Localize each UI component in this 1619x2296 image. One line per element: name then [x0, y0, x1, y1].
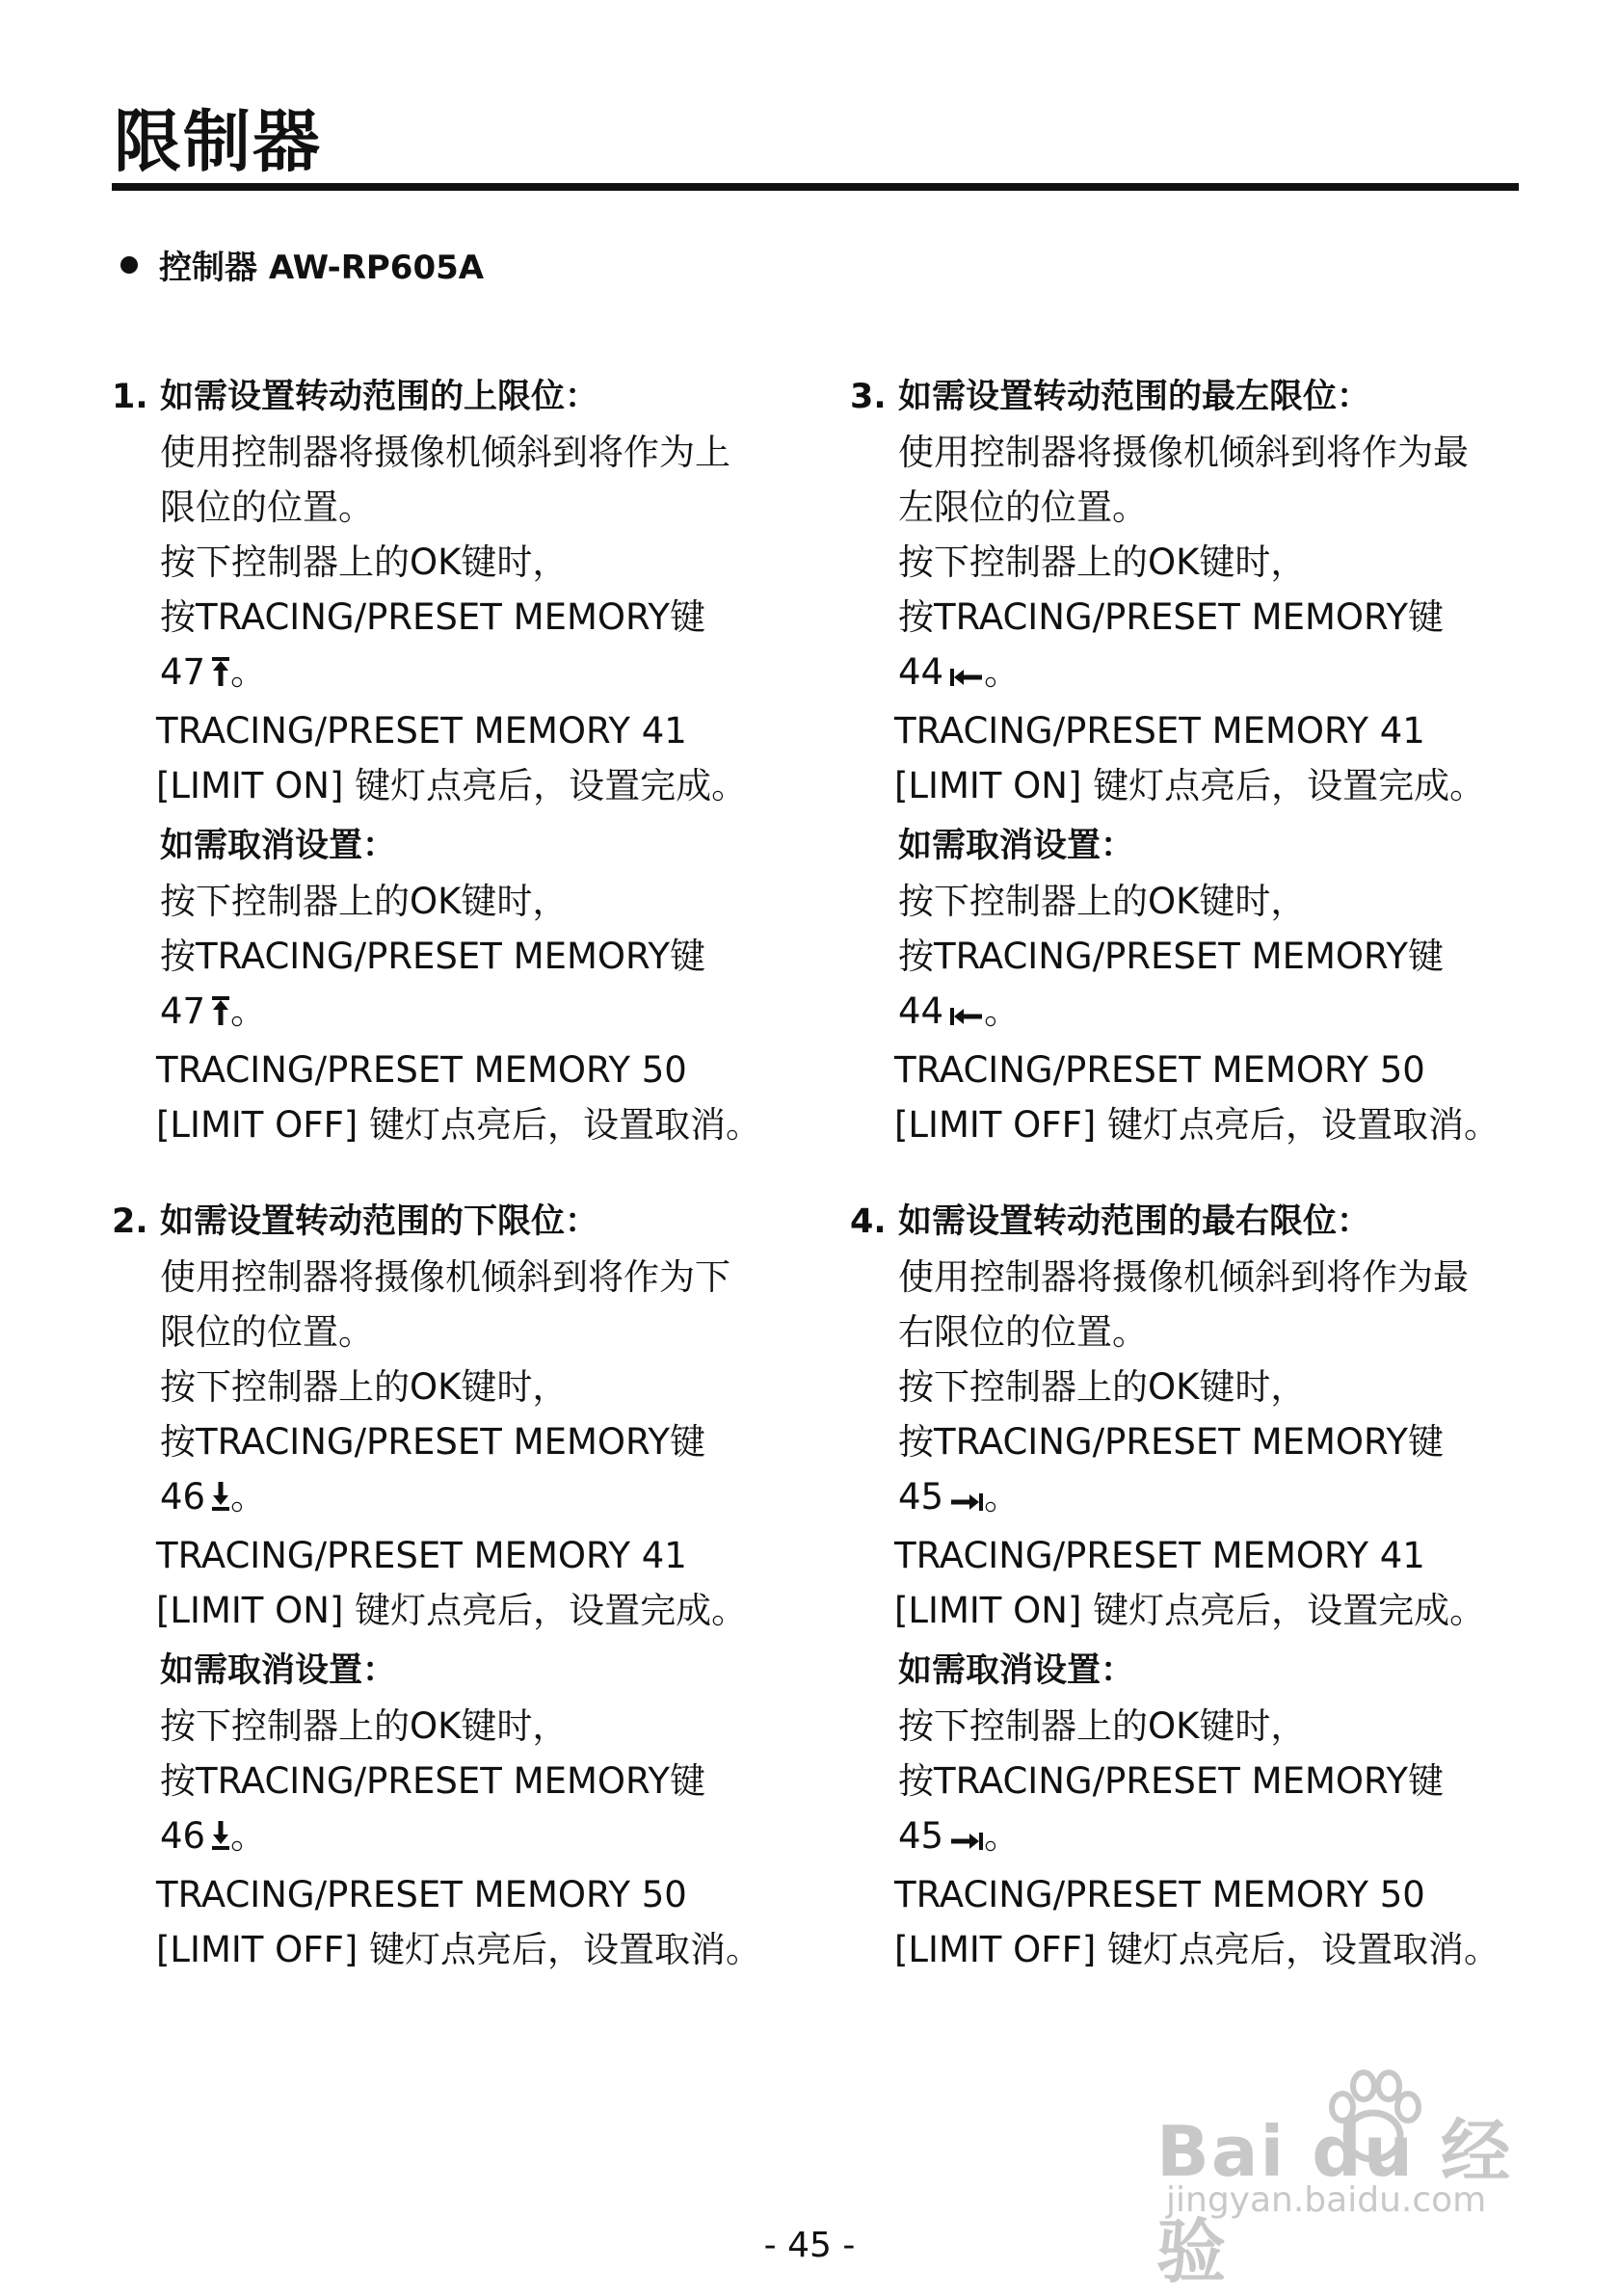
cancel-line: 按TRACING/PRESET MEMORY键: [160, 1760, 705, 1802]
section: [112, 370, 844, 1195]
section-number: 1.: [112, 378, 148, 416]
key-number: 45: [898, 1476, 944, 1517]
instruction-line: 按TRACING/PRESET MEMORY键: [898, 596, 1444, 638]
instruction-line: 按下控制器上的OK键时，: [160, 541, 569, 583]
period: 。: [984, 990, 1021, 1032]
cancel-line: 按下控制器上的OK键时，: [160, 881, 569, 922]
key-line: [112, 1469, 844, 1528]
memory-line: TRACING/PRESET MEMORY 50: [894, 1874, 1425, 1915]
period: 。: [230, 990, 267, 1032]
page-number: - 45 -: [763, 2226, 856, 2265]
instruction-line: 按下控制器上的OK键时，: [898, 541, 1307, 583]
cancel-line: 按TRACING/PRESET MEMORY键: [160, 936, 705, 977]
section-heading: [850, 370, 1582, 425]
section-title: 如需设置转动范围的最左限位：: [898, 378, 1371, 416]
up-limit-arrow-icon: [211, 648, 230, 703]
key-line: [112, 645, 844, 703]
key-line: [112, 1808, 844, 1867]
up-limit-arrow-icon: [211, 988, 230, 1042]
result-line: [LIMIT OFF] 键灯点亮后，设置取消。: [156, 1929, 762, 1970]
instruction-line: 使用控制器将摄像机倾斜到将作为最: [898, 432, 1469, 473]
section-heading: [112, 1195, 844, 1250]
title-rule: [112, 183, 1519, 191]
section-heading: [850, 1195, 1582, 1250]
left-column: [112, 370, 844, 2019]
key-line: [850, 984, 1582, 1042]
down-limit-arrow-icon: [211, 1812, 230, 1867]
cancel-line: 按下控制器上的OK键时，: [898, 881, 1307, 922]
period: 。: [984, 651, 1021, 693]
cancel-heading: 如需取消设置：: [160, 827, 397, 865]
section: [850, 1195, 1582, 2019]
memory-line: TRACING/PRESET MEMORY 50: [156, 1874, 687, 1915]
key-number: 47: [160, 990, 206, 1032]
key-number: 46: [160, 1476, 206, 1517]
cancel-heading: 如需取消设置：: [898, 1651, 1135, 1690]
key-line: [850, 1808, 1582, 1867]
memory-line: TRACING/PRESET MEMORY 50: [156, 1049, 687, 1091]
key-number: 44: [898, 651, 944, 693]
memory-line: TRACING/PRESET MEMORY 41: [894, 710, 1425, 752]
key-line: [850, 1469, 1582, 1528]
instruction-line: 限位的位置。: [160, 1311, 374, 1353]
right-limit-arrow-icon: [949, 1473, 984, 1528]
key-line: [112, 984, 844, 1042]
instruction-line: 按TRACING/PRESET MEMORY键: [160, 596, 705, 638]
left-limit-arrow-icon: [949, 988, 984, 1042]
key-number: 44: [898, 990, 944, 1032]
cancel-line: 按TRACING/PRESET MEMORY键: [898, 1760, 1444, 1802]
instruction-line: 按下控制器上的OK键时，: [160, 1366, 569, 1408]
period: 。: [230, 651, 267, 693]
section: [850, 370, 1582, 1195]
down-limit-arrow-icon: [211, 1473, 230, 1528]
memory-line: TRACING/PRESET MEMORY 41: [894, 1535, 1425, 1576]
key-line: [850, 645, 1582, 703]
section-title: 如需设置转动范围的最右限位：: [898, 1202, 1371, 1241]
key-number: 45: [898, 1815, 944, 1857]
result-line: [LIMIT ON] 键灯点亮后，设置完成。: [894, 1590, 1486, 1631]
watermark-brand: Bai du 经验: [1156, 2111, 1513, 2292]
result-line: [LIMIT OFF] 键灯点亮后，设置取消。: [894, 1929, 1500, 1970]
cancel-line: 按下控制器上的OK键时，: [898, 1705, 1307, 1747]
cancel-line: 按下控制器上的OK键时，: [160, 1705, 569, 1747]
period: 。: [984, 1476, 1021, 1517]
result-line: [LIMIT ON] 键灯点亮后，设置完成。: [156, 1590, 748, 1631]
memory-line: TRACING/PRESET MEMORY 41: [156, 1535, 687, 1576]
left-limit-arrow-icon: [949, 648, 984, 703]
period: 。: [230, 1476, 267, 1517]
section-number: 2.: [112, 1202, 148, 1241]
instruction-line: 按TRACING/PRESET MEMORY键: [898, 1421, 1444, 1463]
cancel-line: 按TRACING/PRESET MEMORY键: [898, 936, 1444, 977]
key-number: 47: [160, 651, 206, 693]
model-heading: [120, 241, 484, 288]
period: 。: [230, 1815, 267, 1857]
instruction-line: 使用控制器将摄像机倾斜到将作为最: [898, 1256, 1469, 1298]
period: 。: [984, 1815, 1021, 1857]
instruction-line: 右限位的位置。: [898, 1311, 1148, 1353]
instruction-line: 左限位的位置。: [898, 487, 1148, 528]
bullet-icon: [120, 256, 138, 274]
instruction-line: 使用控制器将摄像机倾斜到将作为上: [160, 432, 730, 473]
result-line: [LIMIT OFF] 键灯点亮后，设置取消。: [156, 1104, 762, 1146]
instruction-line: 按TRACING/PRESET MEMORY键: [160, 1421, 705, 1463]
result-line: [LIMIT ON] 键灯点亮后，设置完成。: [156, 765, 748, 806]
instruction-line: 按下控制器上的OK键时，: [898, 1366, 1307, 1408]
cancel-heading: 如需取消设置：: [160, 1651, 397, 1690]
section-heading: [112, 370, 844, 425]
instruction-line: 限位的位置。: [160, 487, 374, 528]
page-title: 限制器: [114, 102, 322, 181]
model-label: 控制器 AW-RP605A: [159, 249, 485, 287]
watermark-url: jingyan.baidu.com: [1166, 2180, 1487, 2220]
result-line: [LIMIT OFF] 键灯点亮后，设置取消。: [894, 1104, 1500, 1146]
memory-line: TRACING/PRESET MEMORY 41: [156, 710, 687, 752]
instruction-line: 使用控制器将摄像机倾斜到将作为下: [160, 1256, 730, 1298]
cancel-heading: 如需取消设置：: [898, 827, 1135, 865]
key-number: 46: [160, 1815, 206, 1857]
section-title: 如需设置转动范围的上限位：: [160, 378, 599, 416]
result-line: [LIMIT ON] 键灯点亮后，设置完成。: [894, 765, 1486, 806]
section: [112, 1195, 844, 2019]
right-limit-arrow-icon: [949, 1812, 984, 1867]
baidu-watermark: [1147, 2067, 1552, 2292]
section-number: 3.: [850, 378, 887, 416]
memory-line: TRACING/PRESET MEMORY 50: [894, 1049, 1425, 1091]
section-number: 4.: [850, 1202, 887, 1241]
right-column: [850, 370, 1582, 2019]
section-title: 如需设置转动范围的下限位：: [160, 1202, 599, 1241]
